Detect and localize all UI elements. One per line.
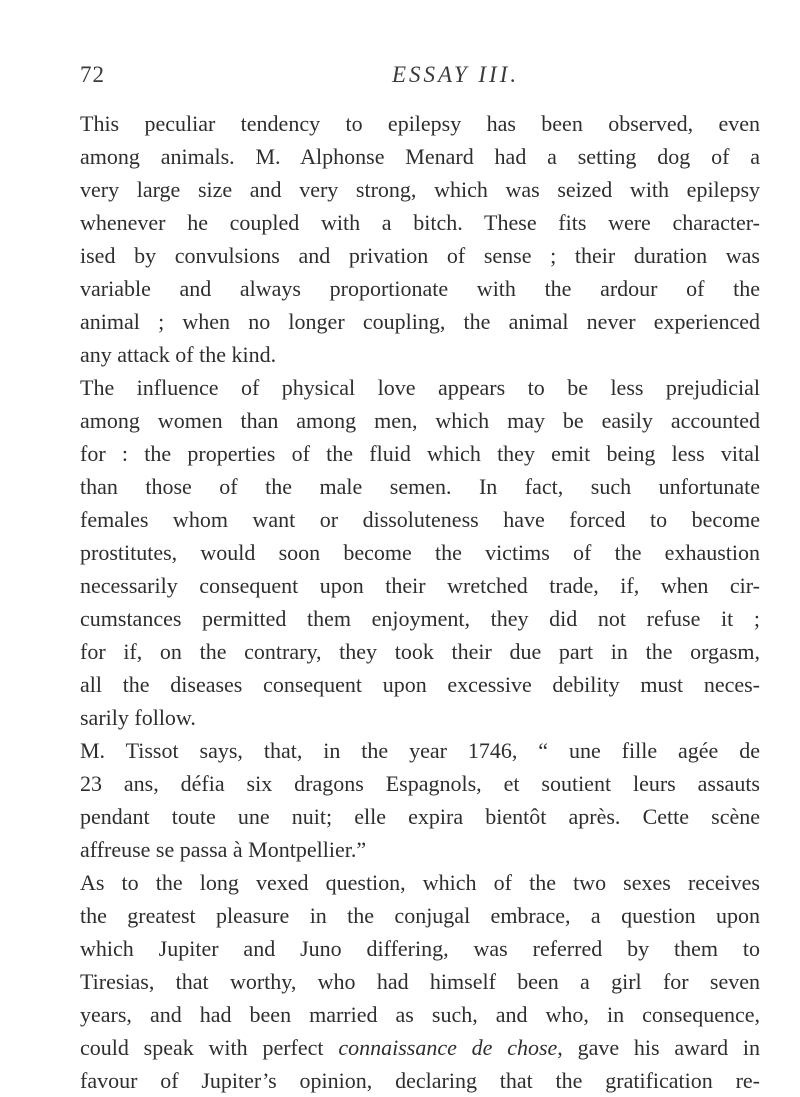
text-line-30: favour of Jupiter’s opinion, declaring that the gratification re- xyxy=(80,1068,760,1093)
text-line-20: M. Tissot says, that, in the year 1746, “ une fille agée de xyxy=(80,738,760,763)
text-line-27: Tiresias, that worthy, who had himself been a girl for seven xyxy=(80,969,760,994)
text-line-18: all the diseases consequent upon excessive debility must neces- xyxy=(80,672,760,697)
text-line-29 xyxy=(80,1031,760,1064)
text-line-4: whenever he coupled with a bitch. These fits were character- xyxy=(80,210,760,235)
text-line-6: variable and always proportionate with the ardour of the xyxy=(80,276,760,301)
text-line-29-end: , gave his award in xyxy=(557,1035,761,1060)
running-title: ESSAY III. xyxy=(392,62,520,87)
text-line-25: the greatest pleasure in the conjugal embrace, a question upon xyxy=(80,903,760,928)
text-line-28: years, and had been married as such, and who, in consequence, xyxy=(80,1002,760,1027)
text-line-23: affreuse se passa à Montpellier.” xyxy=(80,837,367,862)
text-line-8: any attack of the kind. xyxy=(80,342,277,367)
text-line-14: prostitutes, would soon become the victims of the exhaustion xyxy=(80,540,760,565)
text-line-3: very large size and very strong, which was seized with epilepsy xyxy=(80,177,760,202)
text-line-10: among women than among men, which may be easily accounted xyxy=(80,408,760,433)
text-line-26: which Jupiter and Juno differing, was referred by them to xyxy=(80,936,760,961)
text-line-12: than those of the male semen. In fact, such unfortunate xyxy=(80,474,760,499)
text-line-2: among animals. M. Alphonse Menard had a setting dog of a xyxy=(80,144,760,169)
text-line-24: As to the long vexed question, which of the two sexes receives xyxy=(80,870,760,895)
body-text xyxy=(80,107,760,1097)
text-line-15: necessarily consequent upon their wretched trade, if, when cir- xyxy=(80,573,760,598)
page-number: 72 xyxy=(80,62,105,87)
text-line-13: females whom want or dissoluteness have forced to become xyxy=(80,507,760,532)
italic-phrase: connaissance de chose xyxy=(338,1035,558,1060)
text-line-17: for if, on the contrary, they took their due part in the orgasm, xyxy=(80,639,760,664)
text-line-16: cumstances permitted them enjoyment, they did not refuse it ; xyxy=(80,606,760,631)
text-line-1: This peculiar tendency to epilepsy has been observed, even xyxy=(80,111,760,136)
text-line-11: for : the properties of the fluid which they emit being less vital xyxy=(80,441,760,466)
text-line-19: sarily follow. xyxy=(80,705,196,730)
text-line-9: The influence of physical love appears to be less prejudicial xyxy=(80,375,760,400)
text-line-5: ised by convulsions and privation of sense ; their duration was xyxy=(80,243,760,268)
text-line-22: pendant toute une nuit; elle expira bientôt après. Cette scène xyxy=(80,804,760,829)
running-head xyxy=(80,62,760,94)
text-line-21: 23 ans, défia six dragons Espagnols, et soutient leurs assauts xyxy=(80,771,760,796)
text-line-7: animal ; when no longer coupling, the animal never experienced xyxy=(80,309,760,334)
text-line-29-start: could speak with perfect xyxy=(80,1035,339,1060)
